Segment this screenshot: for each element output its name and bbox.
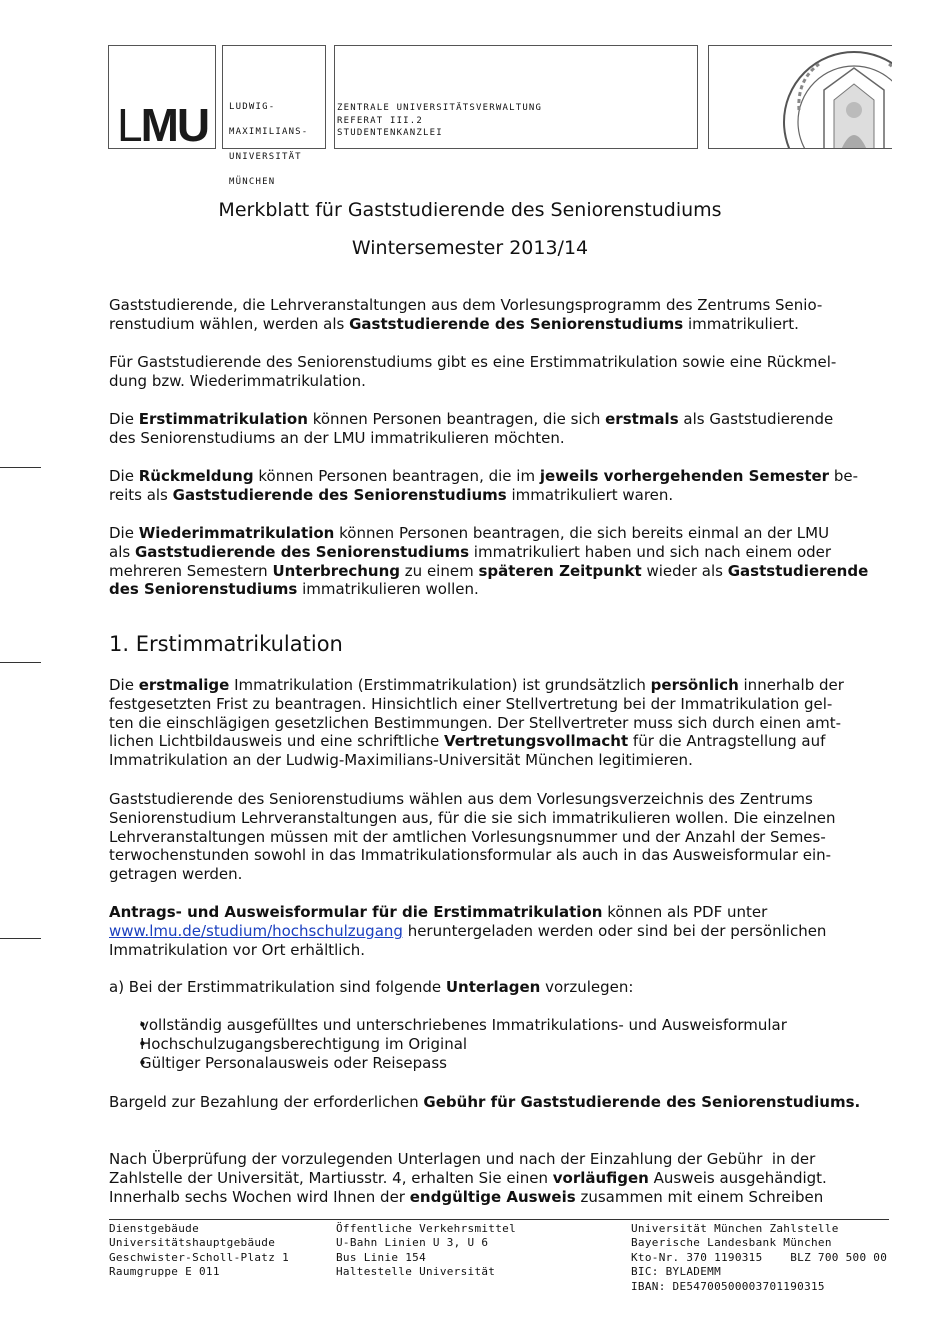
page-title: Merkblatt für Gaststudierende des Seniorenstudiums: [218, 199, 722, 221]
administration-box: [334, 45, 698, 149]
paragraph-rueckmeldung: Die Rückmeldung können Personen beantragen, die im jeweils vorhergehenden Semester be- reits als Gaststudierende des Seniorenstudiums immatrikuliert waren.: [109, 467, 858, 504]
paragraph-forms: Antrags- und Ausweisformular für die Erstimmatrikulation können als PDF unter www.lmu.de/studium/hochschulzugang heruntergeladen werden oder sind bei der persönlichen Immatrikulation vor Ort erhältlich.: [109, 903, 827, 959]
documents-list: [109, 1016, 787, 1072]
footer-building: Dienstgebäude Universitätshauptgebäude Geschwister-Scholl-Platz 1 Raumgruppe E 011: [109, 1222, 289, 1279]
logo-box: [108, 45, 216, 149]
paragraph-payment: Bargeld zur Bezahlung der erforderlichen Gebühr für Gaststudierende des Seniorenstudiums.: [109, 1093, 861, 1111]
footer-divider: [109, 1219, 889, 1220]
paragraph-verification: Nach Überprüfung der vorzulegenden Unterlagen und nach der Einzahlung der Gebühr in der Zahlstelle der Universität, Martiusstr. 4, erhalten Sie einen vorläufigen Ausweis ausgehändigt. Innerhalb sechs Wochen wird Ihnen der endgültige Ausweis zusammen mit einem Schreiben: [109, 1150, 827, 1206]
margin-mark: [0, 662, 41, 663]
footer-transport: Öffentliche Verkehrsmittel U-Bahn Linien U 3, U 6 Bus Linie 154 Haltestelle Universität: [336, 1222, 516, 1279]
list-item: • Hochschulzugangsberechtigung im Original: [109, 1035, 787, 1054]
paragraph-documents: a) Bei der Erstimmatrikulation sind folgende Unterlagen vorzulegen:: [109, 978, 634, 996]
paragraph-wiederimmatrikulation: Die Wiederimmatrikulation können Personen beantragen, die sich bereits einmal an der LMU als Gaststudierende des Seniorenstudiums immatrikuliert haben und sich nach einem oder mehreren Semestern Unterbrechung zu einem späteren Zeitpunkt wieder als Gaststudierende des Seniorenstudiums immatrikulieren wollen.: [109, 524, 869, 599]
paragraph-intro: Gaststudierende, die Lehrveranstaltungen aus dem Vorlesungsprogramm des Zentrums Senio- renstudium wählen, werden als Gaststudierende des Seniorenstudiums immatrikuliert.: [109, 296, 823, 333]
paragraph-types: Für Gaststudierende des Seniorenstudiums gibt es eine Erstimmatrikulation sowie eine Rückmel- dung bzw. Wiederimmatrikulation.: [109, 353, 837, 390]
seal-box: [708, 45, 892, 149]
university-seal-icon: [779, 50, 892, 149]
paragraph-lectures: Gaststudierende des Seniorenstudiums wählen aus dem Vorlesungsverzeichnis des Zentrums Seniorenstudium Lehrveranstaltungen aus, für die sie sich immatrikulieren wollen. Die einzelnen Lehrveranstaltungen müssen mit der amtlichen Vorlesungsnummer und der Anzahl der Semes- terwochenstunden sowohl in das Immatrikulationsformular als auch in das Ausweisformular ein- getragen werden.: [109, 790, 836, 884]
margin-mark: [0, 938, 41, 939]
page-subtitle: Wintersemester 2013/14: [351, 237, 589, 259]
list-item: • vollständig ausgefülltes und unterschriebenes Immatrikulations- und Ausweisformular: [109, 1016, 787, 1035]
hochschulzugang-link[interactable]: www.lmu.de/studium/hochschulzugang: [109, 921, 403, 940]
margin-mark: [0, 467, 41, 468]
paragraph-personal: Die erstmalige Immatrikulation (Erstimmatrikulation) ist grundsätzlich persönlich innerhalb der festgesetzten Frist zu beantragen. Hinsichtlich einer Stellvertretung bei der Immatrikulation gel- ten die einschlägigen gesetzlichen Bestimmungen. Der Stellvertreter muss sich durch einen amt- lichen Lichtbildausweis und eine schriftliche Vertretungsvollmacht für die Antragstellung auf Immatrikulation an der Ludwig-Maximilians-Universität München legitimieren.: [109, 676, 844, 770]
paragraph-erstimmatrikulation: Die Erstimmatrikulation können Personen beantragen, die sich erstmals als Gaststudierende des Seniorenstudiums an der LMU immatrikulieren möchten.: [109, 410, 834, 447]
list-item: • Gültiger Personalausweis oder Reisepass: [109, 1054, 787, 1073]
administration-lines: ZENTRALE UNIVERSITÄTSVERWALTUNG REFERAT III.2 STUDENTENKANZLEI: [337, 103, 543, 138]
footer-bank: Universität München Zahlstelle Bayerische Landesbank München Kto-Nr. 370 1190315 BLZ 700 500 00 BIC: BYLADEMM IBAN: DE54700500003701190315: [631, 1222, 888, 1293]
university-name-box: [222, 45, 326, 187]
university-name: LUDWIG- MAXIMILIANS- UNIVERSITÄT MÜNCHEN: [229, 101, 309, 187]
section-heading: 1. Erstimmatrikulation: [109, 632, 343, 656]
lmu-logo: LMU: [117, 99, 209, 151]
